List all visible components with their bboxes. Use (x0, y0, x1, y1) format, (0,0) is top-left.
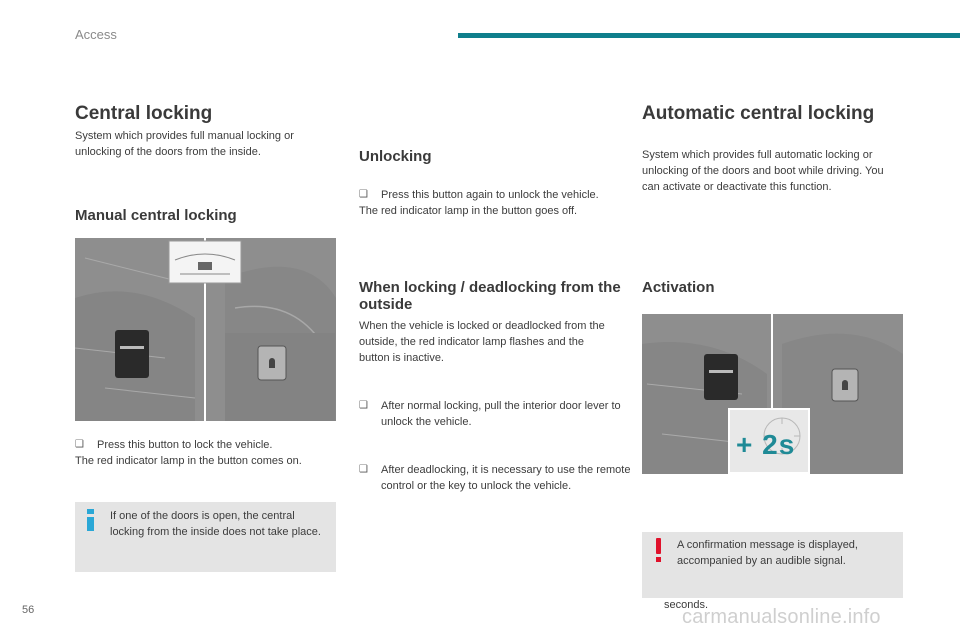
check-box-icon: ❑ (359, 464, 368, 475)
unlocking-title: Unlocking (359, 148, 432, 165)
hold-duration-badge: + 2s (736, 429, 796, 460)
unlock-result: The red indicator lamp in the button goes off. (359, 205, 578, 217)
warning-icon (654, 538, 662, 562)
outside-step-2-text: After deadlocking, it is necessary to use the remote control or the key to unlock the vehicle. (381, 464, 631, 492)
dashboard-photo-lock (75, 238, 336, 421)
watermark: carmanualsonline.info (682, 606, 881, 628)
info-icon (87, 509, 95, 531)
dashboard-photo-activation (642, 314, 903, 474)
info-note-text: If one of the doors is open, the central locking from the inside does not take place. (110, 510, 321, 538)
central-locking-intro: System which provides full manual locking or unlocking of the doors from the inside. (75, 130, 294, 158)
outside-title: When locking / deadlocking from the outside (359, 279, 621, 313)
lock-result: The red indicator lamp in the button comes on. (75, 455, 302, 467)
lock-step (75, 437, 357, 453)
activation-title: Activation (642, 279, 715, 296)
central-locking-title: Central locking (75, 103, 213, 124)
unlock-step (359, 187, 611, 203)
info-note (75, 502, 336, 572)
manual-locking-title: Manual central locking (75, 207, 237, 224)
dashboard-illustration (75, 238, 336, 421)
warning-note-text: A confirmation message is displayed, accompanied by an audible signal. (677, 539, 858, 567)
check-box-icon: ❑ (75, 439, 84, 450)
unlock-step-text: Press this button again to unlock the vehicle. (381, 189, 599, 201)
automatic-intro: System which provides full automatic locking or unlocking of the doors and boot while driving. You can activate or deactivate this function. (642, 149, 884, 193)
outside-body: When the vehicle is locked or deadlocked from the outside, the red indicator lamp flashes and the button is inactive. (359, 320, 605, 364)
lock-step-text: Press this button to lock the vehicle. (97, 439, 273, 451)
warning-note (642, 532, 903, 598)
automatic-locking-title: Automatic central locking (642, 103, 875, 124)
activation-step-text: seconds. (664, 599, 709, 611)
outside-step-1 (359, 398, 639, 430)
header-rule (458, 33, 960, 38)
outside-step-2 (359, 462, 639, 494)
section-header: Access (75, 27, 117, 42)
outside-step-1-text: After normal locking, pull the interior door lever to unlock the vehicle. (381, 400, 621, 428)
page-number: 56 (22, 604, 35, 616)
check-box-icon: ❑ (359, 189, 368, 200)
check-box-icon: ❑ (359, 400, 368, 411)
